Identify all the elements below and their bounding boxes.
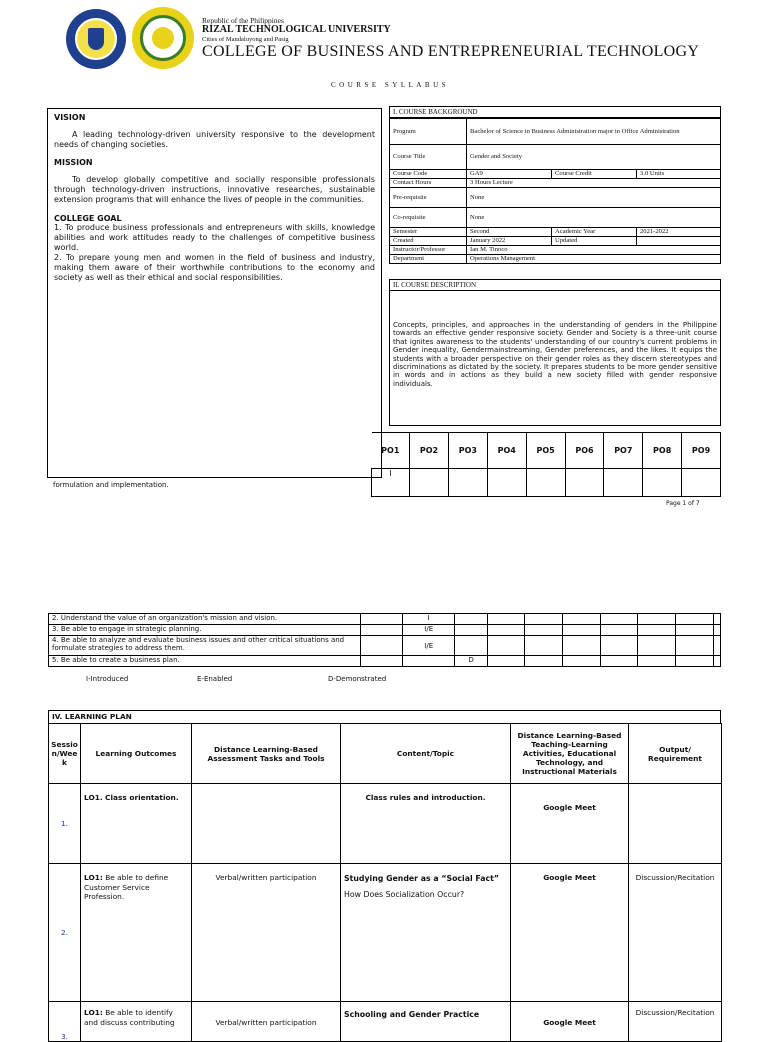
col-outcomes: Learning Outcomes xyxy=(81,724,192,784)
overflow-text: formulation and implementation. xyxy=(53,481,169,489)
updated-label: Updated xyxy=(552,237,637,246)
activity-text: Google Meet xyxy=(511,1002,629,1042)
mission-heading: MISSION xyxy=(54,158,93,167)
learning-plan-heading: IV. LEARNING PLAN xyxy=(52,712,132,721)
assessment-text: Verbal/written participation xyxy=(192,864,341,1002)
ay-value: 2021-2022 xyxy=(637,228,721,237)
table-row xyxy=(49,864,722,1002)
col-output: Output/ Requirement xyxy=(629,724,722,784)
background-heading: I. COURSE BACKGROUND xyxy=(390,107,720,118)
table-row xyxy=(49,784,722,864)
lo-text: Be able to identify and discuss contributing xyxy=(84,1008,175,1027)
title-value: Gender and Society xyxy=(467,145,721,170)
assessment-text: Verbal/written participation xyxy=(192,1002,341,1042)
coreq-label: Co-requisite xyxy=(390,208,467,228)
po-header: PO9 xyxy=(682,433,721,469)
po-header: PO2 xyxy=(410,433,449,469)
ay-label: Academic Year xyxy=(552,228,637,237)
content-text: Schooling and Gender Practice xyxy=(341,1002,511,1042)
dept-value: Operations Management xyxy=(467,255,721,264)
col-session: Session/Week xyxy=(49,724,81,784)
legend-enabled: E-Enabled xyxy=(197,675,233,683)
legend-introduced: I-Introduced xyxy=(86,675,129,683)
created-value: January 2022 xyxy=(467,237,552,246)
po-header: PO1 xyxy=(372,433,410,469)
objective-text: 5. Be able to create a business plan. xyxy=(49,656,361,667)
vision-mission-box xyxy=(47,108,382,478)
po-header: PO5 xyxy=(526,433,565,469)
assessment-text xyxy=(192,784,341,864)
description-text: Concepts, principles, and approaches in the understanding of genders in the Philippine towards an effective gender responsive society. Gender and Society is a three-unit course that ignites awareness to the students' understanding of our country's current problems in Gender inequality, Gendermainstreaming, Gender preferences, and the likes. It equips the students with a broader perspective on their gender roles as they discern stereotypes and discriminations as dictated by the society. It prepares students to be more gender sensitive in words and in actions as they build a new society filled with gender responsive individuals. xyxy=(393,321,717,388)
mission-text: To develop globally competitive and socially responsible professionals through technology-driven instructions, innovative researches, sustainable extension programs that will enhance the lives of people in the communities. xyxy=(54,175,375,204)
legend-demonstrated: D-Demonstrated xyxy=(328,675,387,683)
objective-text: 2. Understand the value of an organization's mission and vision. xyxy=(49,614,361,625)
output-text: Discussion/Recitation xyxy=(629,1002,722,1042)
program-value: Bachelor of Science in Business Administration major in Office Administration xyxy=(467,119,721,145)
credit-value: 3.0 Units xyxy=(637,170,721,179)
content-text: Studying Gender as a “Social Fact” xyxy=(344,874,499,883)
po-mark: I xyxy=(372,469,410,497)
lo-label: LO1: xyxy=(84,873,103,882)
lo-text: Be able to define Customer Service Profession. xyxy=(84,873,169,901)
university-name: RIZAL TECHNOLOGICAL UNIVERSITY xyxy=(202,24,391,35)
po-header: PO4 xyxy=(487,433,526,469)
credit-label: Course Credit xyxy=(552,170,637,179)
po-header: PO7 xyxy=(604,433,643,469)
lo-text: Class orientation. xyxy=(105,793,179,802)
week-number: 2. xyxy=(49,864,81,1002)
goal-heading: COLLEGE GOAL xyxy=(54,214,122,223)
content-subtext: How Does Socialization Occur? xyxy=(344,889,465,899)
college-name: COLLEGE OF BUSINESS AND ENTREPRENEURIAL TECHNOLOGY xyxy=(202,43,700,60)
objective-po-mark: D xyxy=(455,656,487,667)
objective-po-mark: I/E xyxy=(402,625,454,636)
week-number: 3. xyxy=(49,1002,81,1042)
objectives-table xyxy=(48,613,721,667)
instructor-label: Instructor/Professor xyxy=(390,246,467,255)
po-header: PO8 xyxy=(643,433,682,469)
objective-text: 3. Be able to engage in strategic planning. xyxy=(49,625,361,636)
activity-text: Google Meet xyxy=(511,864,629,1002)
program-label: Program xyxy=(390,119,467,145)
prereq-label: Pre-requisite xyxy=(390,188,467,208)
po-header: PO3 xyxy=(448,433,487,469)
learning-plan-heading-box xyxy=(48,710,721,724)
col-content: Content/Topic xyxy=(341,724,511,784)
objective-po-mark: I/E xyxy=(402,636,454,656)
col-assessment: Distance Learning-Based Assessment Tasks and Tools xyxy=(192,724,341,784)
title-label: Course Title xyxy=(390,145,467,170)
course-description-box xyxy=(389,279,721,426)
vision-heading: VISION xyxy=(54,113,86,122)
description-heading: II. COURSE DESCRIPTION xyxy=(390,280,720,291)
coreq-value: None xyxy=(467,208,721,228)
output-text xyxy=(629,784,722,864)
goal-1: 1. To produce business professionals and entrepreneurs with skills, knowledge abilities and work attitudes ready to the challenges of competitive business world. xyxy=(54,223,375,252)
po-table xyxy=(371,432,721,497)
goal-2: 2. To prepare young men and women in the field of business and industry, making them aware of their worthwhile contributions to the economy and society as well as their ethical and social responsibilities. xyxy=(54,253,375,282)
table-row xyxy=(49,1002,722,1042)
week-number: 1. xyxy=(49,784,81,864)
col-activities: Distance Learning-Based Teaching-Learning Activities, Educational Technology, and Instructional Materials xyxy=(511,724,629,784)
semester-value: Second xyxy=(467,228,552,237)
objective-po-mark xyxy=(402,656,454,667)
rtu-seal-logo xyxy=(66,9,126,69)
lo-label: LO1: xyxy=(84,1008,103,1017)
activity-text: Google Meet xyxy=(511,784,629,864)
created-label: Created xyxy=(390,237,467,246)
hours-value: 3 Hours Lecture xyxy=(467,179,721,188)
vision-text: A leading technology-driven university responsive to the development needs of changing societies. xyxy=(54,130,375,149)
semester-label: Semester xyxy=(390,228,467,237)
po-header: PO6 xyxy=(565,433,604,469)
page-number: Page 1 of 7 xyxy=(666,500,700,507)
dept-label: Department xyxy=(390,255,467,264)
doc-title: COURSE SYLLABUS xyxy=(331,81,450,89)
hours-label: Contact Hours xyxy=(390,179,467,188)
learning-plan-table xyxy=(48,723,722,1042)
instructor-value: Ian M. Tinoco xyxy=(467,246,721,255)
college-gear-logo xyxy=(132,7,194,69)
prereq-value: None xyxy=(467,188,721,208)
republic-text: Republic of the Philippines xyxy=(202,16,284,25)
objective-text: 4. Be able to analyze and evaluate business issues and other critical situations and formulate strategies to address them. xyxy=(49,636,361,656)
output-text: Discussion/Recitation xyxy=(629,864,722,1002)
content-text: Class rules and introduction. xyxy=(341,784,511,864)
updated-value xyxy=(637,237,721,246)
course-background-box xyxy=(389,106,721,264)
lo-label: LO1. xyxy=(84,793,103,802)
cities-text: Cities of Mandaluyong and Pasig xyxy=(202,36,289,43)
objective-po-mark: I xyxy=(402,614,454,625)
course-background-table xyxy=(390,118,720,263)
code-label: Course Code xyxy=(390,170,467,179)
code-value: GA9 xyxy=(467,170,552,179)
